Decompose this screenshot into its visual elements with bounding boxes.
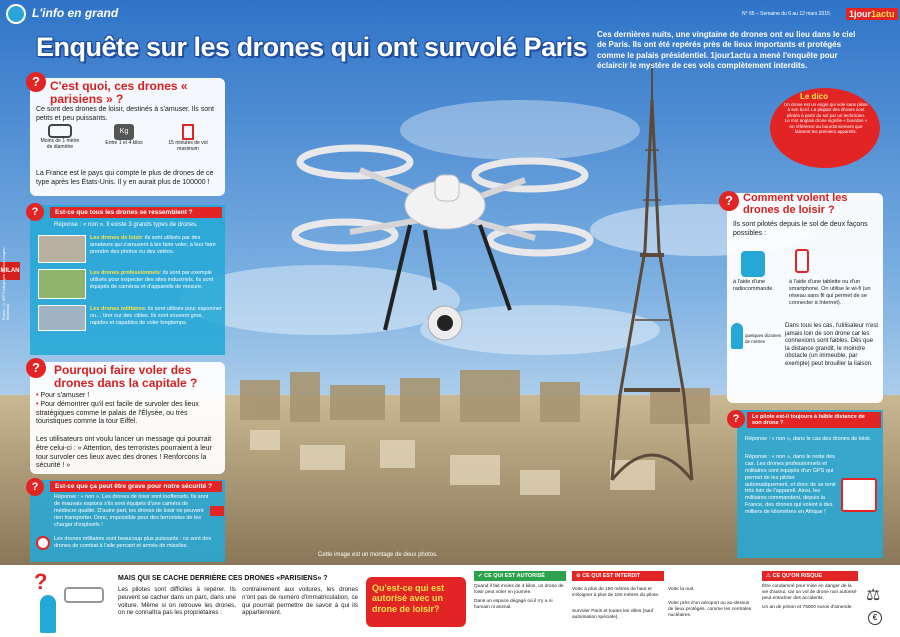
authorized-title: ✔ CE QUI EST AUTORISÉ	[474, 571, 566, 581]
dico-title: Le dico	[800, 92, 829, 101]
type-leisure: Les drones de loisir: ils sont utilisés par des amateurs qui s'amusent à les faire voler, à leur faire prendre des photos ou des vidéos.	[90, 235, 216, 255]
q5-title: Comment volent les drones de loisir ?	[743, 192, 848, 216]
photo-military-drone	[38, 305, 86, 331]
forbidden-col	[572, 571, 758, 620]
option-remote: à l'aide d'une radiocommande.	[733, 279, 774, 292]
person-icon	[731, 323, 743, 349]
bottom-text-1: Les pilotes sont difficiles à repérer. Ils peuvent se cacher dans un parc, dans une voiture. Même si on retrouve les drones, on ne connaîtra pas les propriétaires :	[118, 586, 236, 617]
q2-title: Est-ce que tous les drones se ressemblent ?	[50, 207, 222, 218]
distance-label: quelques dizaines de mètres	[745, 333, 782, 344]
type-military: Les drones militaires: ils sont utilisés pour espionner ou… tirer sur des cibles. Ils sont souvent gros, rapides et capables de voler longtemps.	[90, 306, 222, 326]
check-icon: ✔	[478, 573, 485, 579]
q4-title: Est-ce que ça peut être grave pour notre sécurité ?	[50, 481, 222, 492]
dico-text: Un drone est un engin qui vole sans pilote à son bord. La plupart des drones sont pilotés à partir du sol par un technicien. Le mot anglais drone signifie « bourdon » en référence au bourdonnement que laissent les premiers appareils.	[784, 102, 868, 134]
drone-size-icon	[48, 124, 72, 138]
list-item: Un an de prison et 75000 euros d'amende.	[762, 604, 853, 610]
question-icon: ?	[26, 358, 46, 378]
photo-leisure-drone	[38, 235, 86, 263]
eye-icon	[6, 4, 26, 24]
warning-icon: ⚠	[766, 573, 773, 579]
list-item: Être condamné pour mise en danger de la vie d'autrui, car un vol de drone non autorisé peut entraîner des accidents.	[762, 584, 857, 601]
page-title: Enquête sur les drones qui ont survolé Paris	[36, 32, 588, 62]
battery-icon	[182, 124, 194, 140]
dico-badge	[770, 88, 880, 168]
photo-credit: Photos : © AFP Photographs / Global Images / Wikimedia	[2, 246, 10, 320]
q6-panel	[732, 410, 883, 558]
bottom-text-2: contrairement aux voitures, les drones n'ont pas de numéro d'immatriculation, ce qui pourrait permettre de savoir à qui ils appartiennent.	[242, 586, 358, 617]
question-mark-icon: ?	[34, 569, 48, 594]
smartphone-icon	[795, 249, 809, 273]
q5-panel	[727, 193, 883, 403]
risk-title: ⚠ CE QU'ON RISQUE	[762, 571, 858, 581]
q6-title: Le pilote est-il toujours à faible distance de son drone ?	[747, 412, 881, 428]
list-item: Survoler Paris et toutes les villes (sauf autorisation spéciale).	[572, 609, 654, 620]
q2-panel	[30, 205, 225, 355]
logo-1jour1actu: 1jour1actu	[846, 8, 898, 20]
remote-control-icon	[741, 251, 765, 277]
question-box	[366, 577, 466, 627]
q6-p1: Réponse : « non », dans le cas des drones de loisir.	[745, 436, 872, 442]
list-item: Voler la nuit.	[668, 587, 695, 592]
person-silhouette-icon	[40, 595, 56, 633]
option-tablet: à l'aide d'une tablette ou d'un smartphone. On utilise le wi-fi (un réseau sans fil qui permet de se connecter à Internet).	[789, 279, 871, 306]
question-box-text: Qu'est-ce qui est autorisé avec un drone de loisir?	[372, 583, 445, 614]
drone-small-icon	[64, 587, 104, 603]
q4-more: Les drones militaires sont beaucoup plus puissants : ce sont des drones de combat à l'aile percant et armés de missiles.	[54, 536, 212, 549]
intro-text: Ces dernières nuits, une vingtaine de drones ont eu lieu dans le ciel de Paris. Ils ont été repérés près de lieux importants et protégés comme le palais présidentiel. 1jour1actu a mené l'enquête pour éclaircir le mystère de ces vols complètement interdits.	[597, 30, 856, 71]
question-icon: ?	[26, 203, 44, 221]
list-item: • Pour démontrer qu'il est facile de survoler des lieux stratégiques comme le palais de l'Élysée, ou très touristiques comme la tour Eiffel.	[36, 400, 199, 426]
issue-label: N° 65 – Semaine du 6 au 12 mars 2015	[742, 11, 830, 17]
q3-points	[36, 392, 220, 427]
q1-fact: La France est le pays qui compte le plus de drones de ce type après les États-Unis. Il y en aurait plus de 100000 !	[36, 170, 214, 186]
section-label: L'info en grand	[32, 6, 119, 20]
list-item: Quand il fait moins de 4 kilos, un drone de loisir peut voler en journée.	[474, 584, 564, 595]
q6-p2: Réponse : « non », dans le reste des cas. Les drones professionnels et militaires sont équipés d'un GPS qui permet de les piloter automatiquement, et donc de se tenir très loin de l'appareil. Ainsi, les militaires commandent, depuis la France, des drones qui volent à des milliers de kilomètres en Afrique !	[745, 454, 836, 515]
question-icon: ?	[26, 478, 44, 496]
euro-icon: €	[868, 611, 882, 625]
q4-panel	[30, 480, 225, 562]
q1-panel	[30, 74, 225, 196]
q1-title: C'est quoi, ces drones « parisiens » ?	[50, 79, 188, 106]
q1-specs	[36, 124, 221, 164]
risk-col	[762, 571, 858, 611]
q4-text: Réponse : « non ». Les drones de loisir sont inoffensifs. Ils sont de mauvais espions s'ils sont équipés d'une caméra de médiocre qualité. D'autre part, les drones de loisir ne peuvent rien transporter. Donc, impossible pour des terroristes de les charger d'explosifs !	[54, 494, 209, 528]
spec-item: Kg Entre 1 et 4 kilos	[104, 124, 144, 146]
question-icon: ?	[727, 410, 745, 428]
spec-item: Moins de 1 mètre de diamètre	[40, 124, 80, 151]
q5-text: Ils sont pilotés depuis le sol de deux façons possibles :	[733, 221, 868, 237]
header-bar	[0, 0, 240, 30]
camera-icon	[210, 506, 224, 516]
photo-professional-drone	[38, 269, 86, 299]
q1-text: Ce sont des drones de loisir, destinés à s'amuser. Ils sont petits et peu puissants.	[36, 106, 214, 122]
target-icon	[36, 536, 50, 550]
q2-answer: Réponse : « non ». Il existe 3 grands types de drones.	[54, 222, 198, 228]
spec-item: 15 minutes de vol maximum	[166, 124, 210, 153]
bottom-strip	[0, 565, 900, 637]
weight-icon: Kg	[114, 124, 134, 140]
question-icon: ?	[26, 72, 46, 92]
map-pin-icon	[841, 478, 877, 512]
q3-panel	[30, 362, 225, 474]
type-professional: Les drones professionnels: ils sont par exemple utilisés pour inspecter des sites industriels. Ils sont équipés de caméras et d'appareils de mesure.	[90, 270, 214, 290]
question-icon: ?	[719, 191, 739, 211]
q5-pilot-text: Dans tous les cas, l'utilisateur n'est jamais loin de son drone car les connexions sont faibles. Dès que la distance grandit, le moindre obstacle (un immeuble, par exemple) peut brouiller la liaison.	[785, 323, 878, 367]
list-item: Voler près d'un aéroport ou au-dessus de lieux protégés, comme les centrales nucléaires.	[668, 601, 752, 618]
brand-tab: MILAN	[0, 262, 20, 280]
q3-text: Les utilisateurs ont voulu lancer un message qui pourrait être celui-ci : « Attention, des terroristes pourraient à leur tour survoler ces lieux avec des drones ! Renforcons la sécurité ! »	[36, 436, 212, 470]
gavel-icon: ⚖	[866, 587, 881, 604]
q3-title: Pourquoi faire voler des drones dans la capitale ?	[54, 363, 198, 390]
forbidden-title: ⊘ CE QUI EST INTERDIT	[572, 571, 664, 581]
list-item: Voler à plus de 150 mètres de haut et s'éloigner à plus de 150 mètres du pilote.	[572, 587, 660, 598]
bottom-title: MAIS QUI SE CACHE DERRIÈRE CES DRONES «PARISIENS» ?	[118, 575, 328, 582]
image-note: Cette image est un montage de deux photos.	[318, 552, 438, 558]
list-item: • Pour s'amuser !	[36, 392, 90, 399]
authorized-col	[474, 571, 566, 611]
forbidden-icon: ⊘	[576, 573, 583, 579]
list-item: Dans un espace dégagé où il n'y a ni humain ni animal.	[474, 598, 553, 610]
